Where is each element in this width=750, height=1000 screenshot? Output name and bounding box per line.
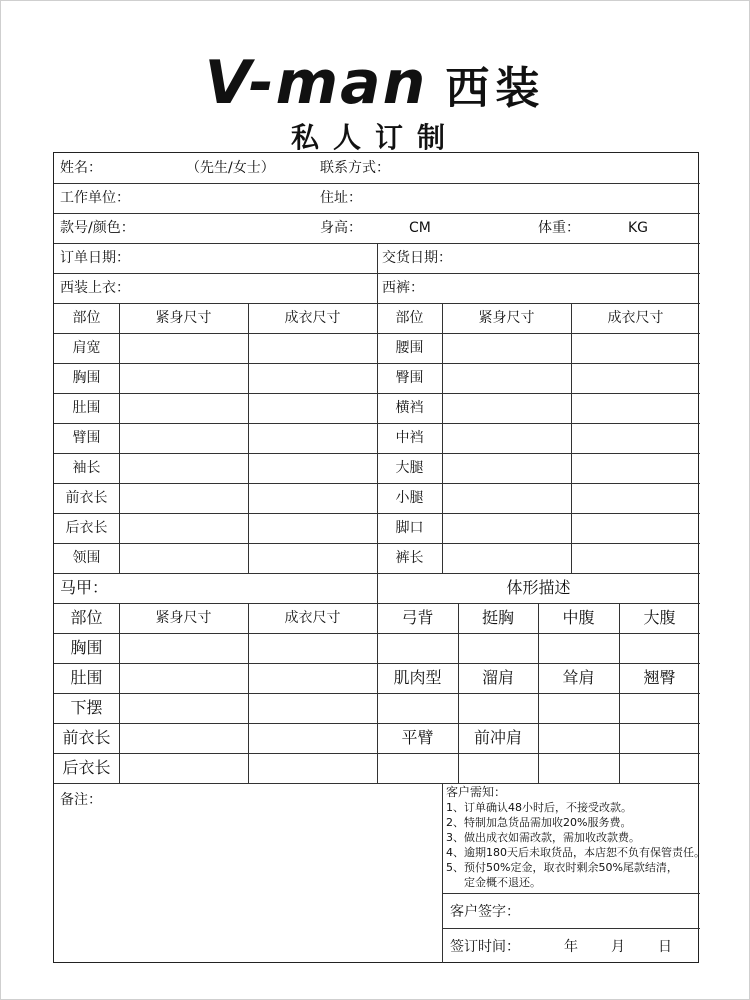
trousers-part: 大腿 [395,460,424,476]
jacket-header-finished: 成衣尺寸 [284,310,341,326]
body-shape-option: 肌肉型 [393,668,442,687]
grid-line [442,783,443,963]
body-shape-option: 弓背 [401,608,434,627]
delivery-date-label: 交货日期： [382,250,452,266]
grid-line [248,303,249,573]
jacket-part: 胸围 [72,370,101,386]
trousers-part: 横裆 [395,400,424,416]
remarks-label: 备注： [60,792,102,808]
product-name: 西装 [445,63,546,114]
trousers-part: 脚口 [395,520,424,536]
trousers-part: 臀围 [395,370,424,386]
contact-label: 联系方式： [320,160,390,176]
style-color-label: 款号/颜色： [60,220,135,236]
jacket-part: 前衣长 [65,490,108,506]
grid-line [54,213,700,214]
grid-line [619,603,620,783]
grid-line [442,928,700,929]
jacket-part: 袖长 [72,460,101,476]
grid-line [54,183,700,184]
order-form [53,152,705,963]
body-shape-title: 体形描述 [506,578,571,597]
vest-part: 后衣长 [62,758,111,777]
sign-date-label: 签订时间： [450,939,520,955]
sign-date-day: 日 [658,939,672,955]
grid-line [458,603,459,783]
jacket-header-tight: 紧身尺寸 [155,310,212,326]
jacket-part: 后衣长 [65,520,108,536]
form-subtitle: 私人订制 [290,121,459,154]
notice-item: 4、逾期180天后未取货品，本店恕不负有保管责任。 [446,846,705,859]
work-label: 工作单位： [60,190,130,206]
brand-name: V-man [204,48,428,118]
grid-line [54,783,700,784]
grid-line [248,603,249,783]
name-label: 姓名： [60,160,102,176]
signature-label: 客户签字： [450,904,520,920]
trousers-part: 中裆 [395,430,424,446]
vest-header-tight: 紧身尺寸 [155,610,212,626]
trousers-part: 腰围 [395,340,424,356]
body-shape-option: 溜肩 [481,668,514,687]
address-label: 住址： [320,190,362,206]
body-shape-option: 耸肩 [562,668,595,687]
notice-item: 1、订单确认48小时后，不接受改款。 [446,801,632,814]
height-label: 身高： [320,220,362,236]
vest-part: 前衣长 [62,728,111,747]
jacket-part: 领围 [72,550,101,566]
trousers-title: 西裤： [382,280,424,296]
vest-part: 肚围 [70,668,103,687]
notice-item: 2、特制加急货品需加收20%服务费。 [446,816,632,829]
trousers-part: 裤长 [395,550,424,566]
form-title [0,48,750,118]
body-shape-option: 翘臀 [643,668,676,687]
grid-line [377,243,378,783]
jacket-part: 肩宽 [72,340,101,356]
weight-unit: KG [628,220,649,236]
notice-title: 客户需知： [446,785,507,799]
grid-line [442,893,700,894]
body-shape-option: 挺胸 [481,608,514,627]
gender-label: （先生/女士） [186,160,275,176]
vest-part: 下摆 [70,698,103,717]
grid-line [119,303,120,573]
notice-item: 3、做出成衣如需改款，需加收改款费。 [446,831,640,844]
sign-date-month: 月 [611,939,625,955]
trousers-header-part: 部位 [395,310,424,326]
trousers-part: 小腿 [395,490,424,506]
weight-label: 体重： [538,220,580,236]
body-shape-option: 中腹 [562,608,595,627]
vest-header-finished: 成衣尺寸 [284,610,341,626]
grid-line [442,303,443,573]
trousers-header-tight: 紧身尺寸 [478,310,535,326]
grid-line [571,303,572,573]
jacket-part: 肚围 [72,400,101,416]
notice-item: 定金概不退还。 [464,876,541,889]
vest-part: 胸围 [70,638,103,657]
vest-title: 马甲： [60,578,109,597]
grid-line [538,603,539,783]
jacket-part: 臂围 [72,430,101,446]
height-unit: CM [409,220,431,236]
jacket-title: 西装上衣： [60,280,130,296]
vest-header-part: 部位 [70,608,103,627]
body-shape-option: 前冲肩 [473,728,522,747]
jacket-header-part: 部位 [72,310,101,326]
body-shape-option: 平臂 [401,728,434,747]
trousers-header-finished: 成衣尺寸 [607,310,664,326]
body-shape-option: 大腹 [643,608,676,627]
grid-line [119,603,120,783]
sign-date-year: 年 [564,939,578,955]
notice-item: 5、预付50%定金，取衣时剩余50%尾款结清， [446,861,678,874]
order-date-label: 订单日期： [60,250,130,266]
